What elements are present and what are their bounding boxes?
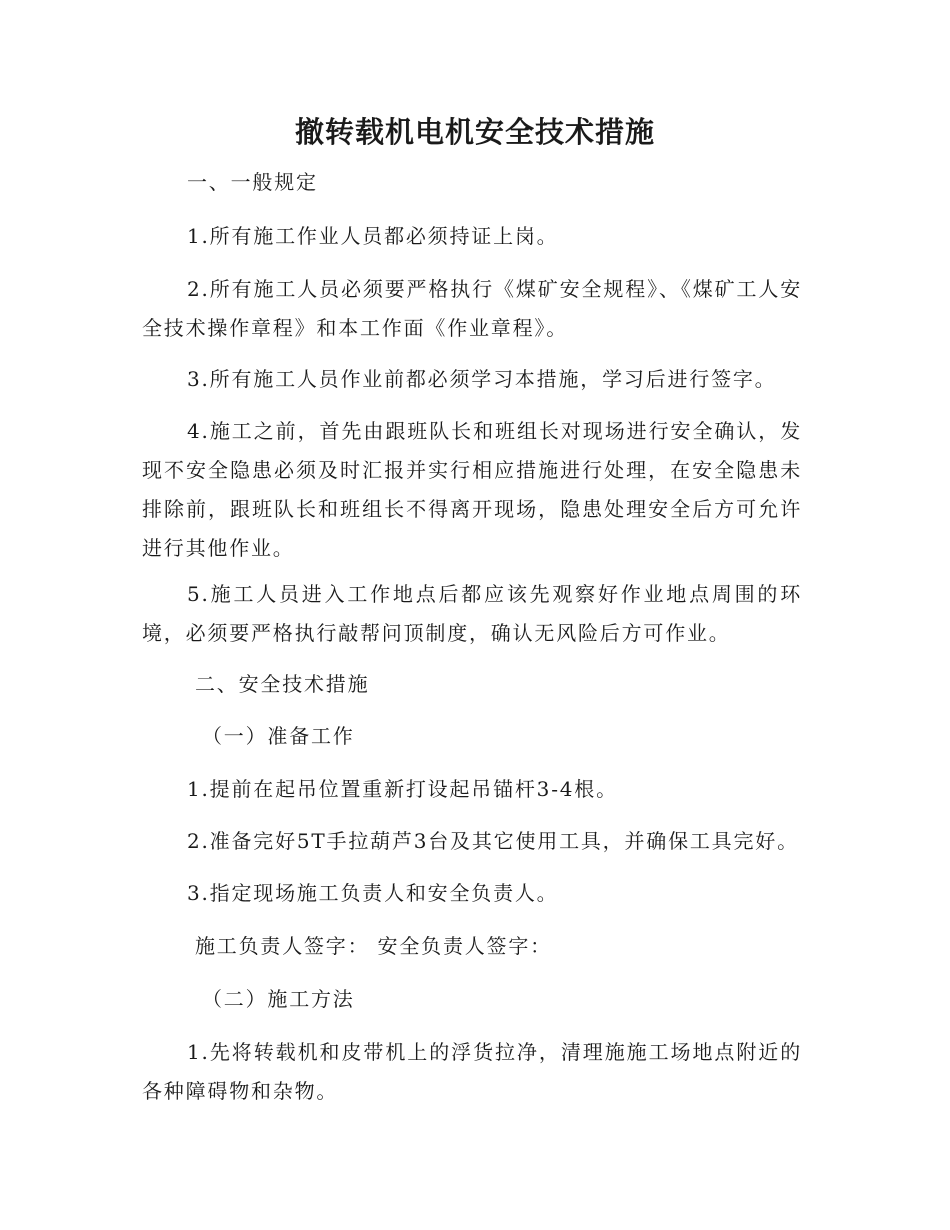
prep-item-1: 1.提前在起吊位置重新打设起吊锚杆3-4根。 <box>187 777 618 801</box>
prep-item-2: 2.准备完好5T手拉葫芦3台及其它使用工具，并确保工具完好。 <box>187 829 799 853</box>
section-heading-safety-measures: 二、安全技术措施 <box>195 672 370 696</box>
signature-line: 施工负责人签字： 安全负责人签字： <box>195 934 552 958</box>
paragraph-item-3: 3.所有施工人员作业前都必须学习本措施，学习后进行签字。 <box>187 367 777 391</box>
paragraph-item-1: 1.所有施工作业人员都必须持证上岗。 <box>187 224 559 248</box>
paragraph-item-4: 4.施工之前，首先由跟班队长和班组长对现场进行安全确认，发现不安全隐患必须及时汇报并实行相应措施进行处理，在安全隐患未排除前，跟班队长和班组长不得离开现场，隐患处理安全后方可允许进行其他作业。 <box>142 419 802 560</box>
paragraph-item-5: 5.施工人员进入工作地点后都应该先观察好作业地点周围的环境，必须要严格执行敲帮问顶制度，确认无风险后方可作业。 <box>142 582 802 645</box>
subsection-heading-method: （二）施工方法 <box>202 987 355 1011</box>
prep-item-3: 3.指定现场施工负责人和安全负责人。 <box>187 881 559 905</box>
section-heading-general: 一、一般规定 <box>187 170 318 194</box>
paragraph-item-2: 2.所有施工人员必须要严格执行《煤矿安全规程》、《煤矿工人安全技术操作章程》和本工作面《作业章程》。 <box>142 277 802 340</box>
subsection-heading-preparation: （一）准备工作 <box>202 724 355 748</box>
document-title: 撤转载机电机安全技术措施 <box>294 115 655 149</box>
method-item-1: 1.先将转载机和皮带机上的浮货拉净，清理施施工场地点附近的各种障碍物和杂物。 <box>142 1040 802 1103</box>
